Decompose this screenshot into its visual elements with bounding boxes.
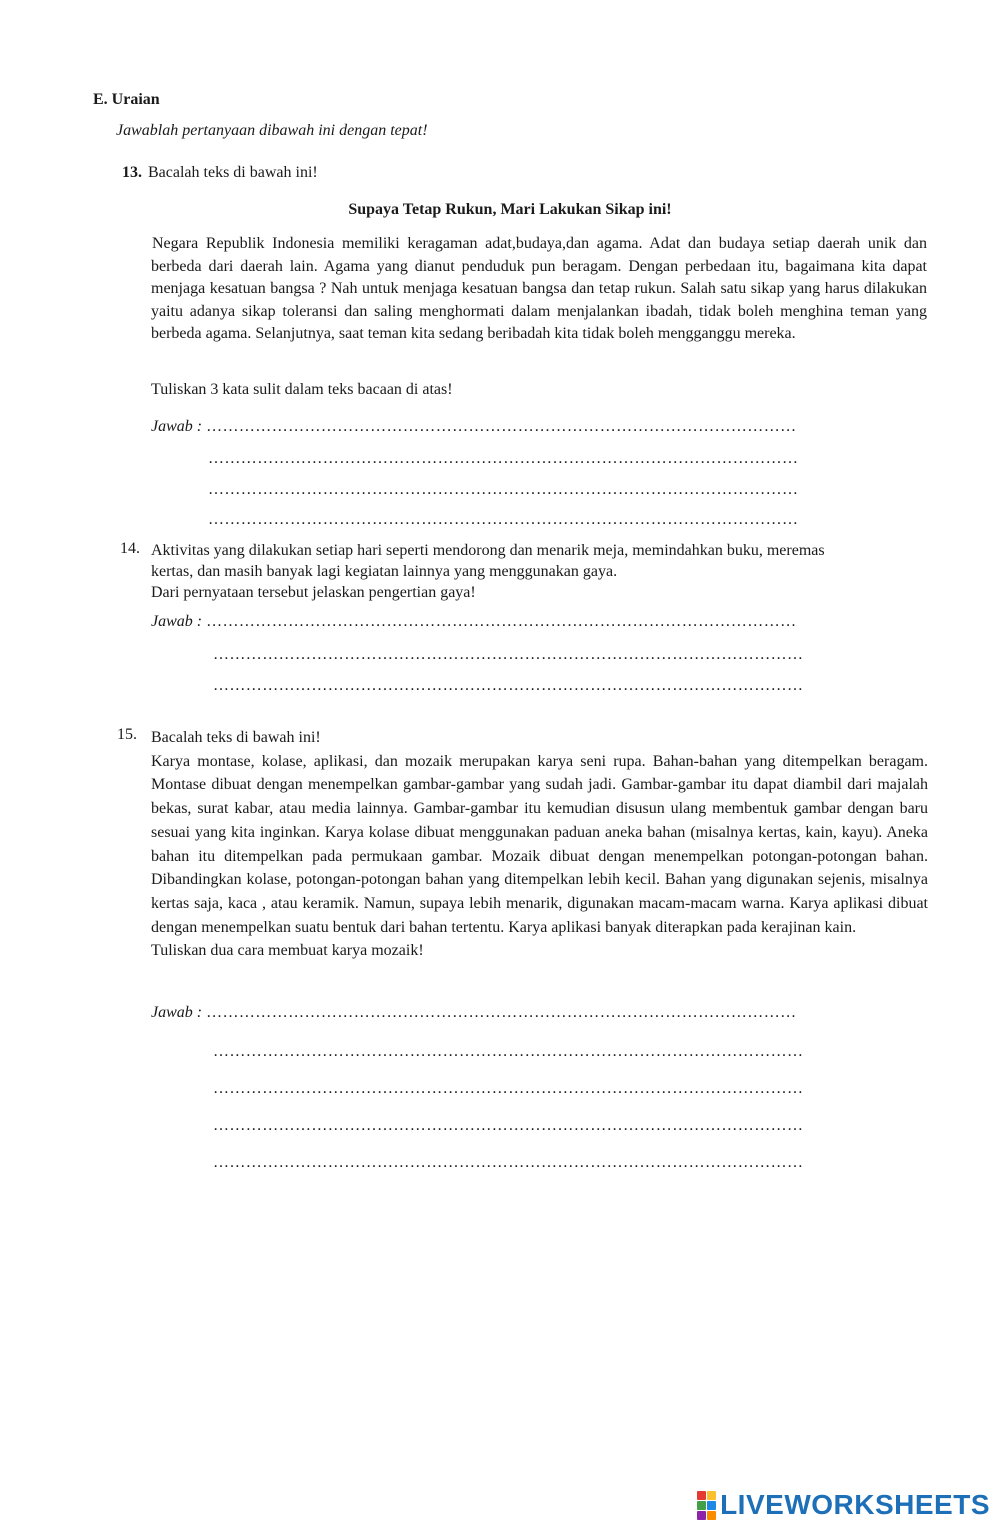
question-15-passage: Karya montase, kolase, aplikasi, dan mozaik merupakan karya seni rupa. Bahan-bahan yang ditempelkan beragam. Montase dibuat dengan menempelkan gambar-gambar yang sudah jadi. Gambar-gambar itu dapat diambil dari majalah bekas, surat kabar, atau media lainnya. Gambar-gambar itu kemudian disusun ulang membentuk gambar dengan baru sesuai yang kita inginkan. Karya kolase dibuat menggunakan paduan aneka bahan (misalnya kertas, kain, kayu). Aneka bahan itu ditempelkan pada permukaan gambar. Mozaik dibuat dengan menempelkan potongan-potongan bahan. Dibandingkan kolase, potongan-potongan bahan yang ditempelkan lebih kecil. Bahan yang digunakan sejenis, misalnya kertas saja, kaca , atau keramik. Namun, supaya lebih menarik, digunakan macam-macam warna. Karya aplikasi dibuat dengan menempelkan suatu bentuk dari bahan tertentu. Karya aplikasi banyak diterapkan pada kerajinan kain. xyxy=(151,752,928,936)
answer-line[interactable]: ……………………………………………………………………………………………… xyxy=(206,418,797,435)
question-13-passage: Negara Republik Indonesia memiliki keragaman adat,budaya,dan agama. Adat dan budaya setiap daerah unik dan berbeda dari daerah lain. Agama yang dianut penduduk pun beragam. Dengan perbedaan itu, bagaimana kita dapat menjaga kesatuan bangsa ? Nah untuk menjaga kesatuan bangsa dan tetap rukun. Salah satu sikap yang harus dilakukan yaitu adanya sikap toleransi dan saling menghormati dalam menjalankan ibadah, tidak boleh menghina teman yang berbeda agama. Selanjutnya, saat teman kita sedang beribadah kita tidak boleh mengganggu mereka. xyxy=(151,235,927,342)
question-14-answer-line-3[interactable]: ……………………………………………………………………………………………… xyxy=(213,677,804,694)
question-14-line-3: Dari pernyataan tersebut jelaskan pengertian gaya! xyxy=(151,584,476,601)
question-14-answer-line-2[interactable]: ……………………………………………………………………………………………… xyxy=(213,646,804,663)
question-14-number: 14. xyxy=(120,540,140,557)
question-15-answer-line-5[interactable]: ……………………………………………………………………………………………… xyxy=(213,1154,804,1171)
answer-label: Jawab : xyxy=(151,613,203,630)
question-15-prompt: Bacalah teks di bawah ini! xyxy=(151,729,321,746)
liveworksheets-logo[interactable] xyxy=(697,1490,990,1520)
question-15 xyxy=(117,726,928,963)
answer-line[interactable]: ……………………………………………………………………………………………… xyxy=(206,613,797,630)
logo-block xyxy=(697,1501,706,1510)
question-13-answer-line-4[interactable]: ……………………………………………………………………………………………… xyxy=(208,511,799,528)
logo-block xyxy=(707,1511,716,1520)
question-14 xyxy=(120,540,928,603)
question-13-answer-line-3[interactable]: ……………………………………………………………………………………………… xyxy=(208,481,799,498)
question-13-task: Tuliskan 3 kata sulit dalam teks bacaan di atas! xyxy=(151,381,453,398)
question-13-number: 13. xyxy=(122,164,142,181)
section-title: E. Uraian xyxy=(93,91,160,108)
question-15-answer-line-2[interactable]: ……………………………………………………………………………………………… xyxy=(213,1043,804,1060)
question-13-answer-line-2[interactable]: ……………………………………………………………………………………………… xyxy=(208,450,799,467)
liveworksheets-logo-icon xyxy=(697,1491,716,1520)
question-15-answer-line-3[interactable]: ……………………………………………………………………………………………… xyxy=(213,1080,804,1097)
section-instruction: Jawablah pertanyaan dibawah ini dengan tepat! xyxy=(116,122,428,139)
question-14-line-1: Aktivitas yang dilakukan setiap hari seperti mendorong dan menarik meja, memindahkan buku, meremas xyxy=(151,542,825,559)
question-14-line-2: kertas, dan masih banyak lagi kegiatan lainnya yang menggunakan gaya. xyxy=(151,563,618,580)
logo-block xyxy=(697,1491,706,1500)
passage-title: Supaya Tetap Rukun, Mari Lakukan Sikap ini! xyxy=(348,201,672,218)
question-15-task: Tuliskan dua cara membuat karya mozaik! xyxy=(151,942,424,960)
logo-block xyxy=(707,1501,716,1510)
liveworksheets-logo-text: LIVEWORKSHEETS xyxy=(720,1489,990,1520)
logo-block xyxy=(707,1491,716,1500)
logo-block xyxy=(697,1511,706,1520)
question-13-prompt xyxy=(122,164,318,182)
question-14-answer-row-1[interactable] xyxy=(151,613,797,631)
answer-label: Jawab : xyxy=(151,418,203,435)
question-15-answer-line-4[interactable]: ……………………………………………………………………………………………… xyxy=(213,1117,804,1134)
answer-label: Jawab : xyxy=(151,1004,203,1021)
question-13-answer-row-1[interactable] xyxy=(151,418,797,436)
answer-line[interactable]: ……………………………………………………………………………………………… xyxy=(206,1004,797,1021)
question-15-answer-row-1[interactable] xyxy=(151,1004,797,1022)
question-13-text: Bacalah teks di bawah ini! xyxy=(148,164,318,181)
question-15-number: 15. xyxy=(117,726,137,743)
